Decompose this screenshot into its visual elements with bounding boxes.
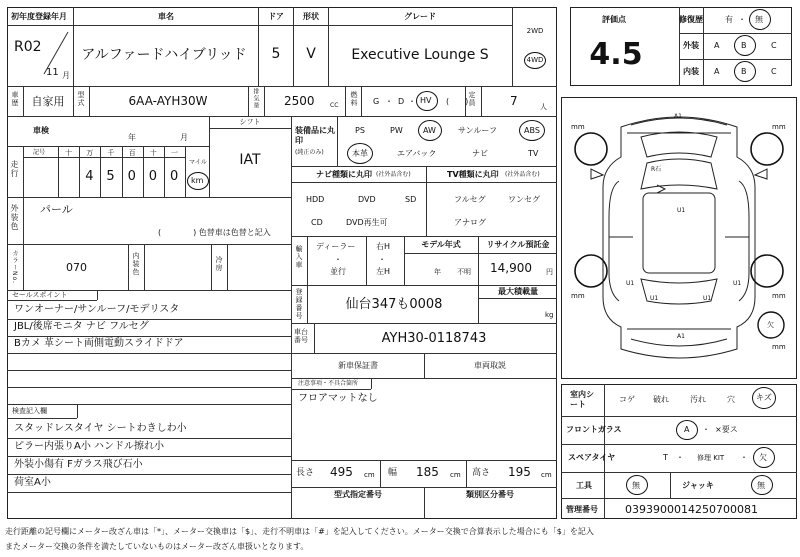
chassis-value: AYH30-0118743 (381, 331, 487, 346)
color-label: 外装色 (10, 204, 19, 231)
interior-a: A (714, 67, 720, 76)
recycle-label: リサイクル預託金 (486, 240, 550, 249)
import-right: 右H (376, 242, 391, 251)
diag-tag-roof: U1 (677, 207, 686, 214)
exterior-b: B (741, 41, 747, 50)
capacity-label: 定員 (468, 91, 476, 107)
usage-value: 自家用 (31, 95, 65, 108)
diag-tag-front: A1 (674, 113, 682, 120)
spare-kit: 修理 KIT (697, 454, 725, 462)
mileage-sign-label: 記号 (33, 149, 46, 156)
grade-value: Executive Lounge S (351, 47, 489, 63)
height-value: 195 (508, 465, 531, 479)
notes-label: 注意事項・不具合箇所 (298, 380, 359, 387)
equip-sunroof: サンルーフ (458, 126, 497, 135)
tv-fullseg: フルセグ (454, 195, 486, 204)
navi-label: ナビ種類に丸印 (316, 170, 372, 179)
width-unit: cm (450, 471, 461, 479)
colorno-label: カラーNo. (11, 250, 18, 284)
front-glass-x: ×要ス (715, 425, 738, 434)
navi-sub: (社外品含む) (376, 171, 411, 178)
cabin-scorch: コゲ (619, 395, 635, 404)
shift-label: シフト (239, 118, 261, 126)
spare-t: T (663, 453, 668, 462)
door-value: 5 (271, 46, 281, 62)
inspect-notes-label: 検査記入欄 (12, 407, 47, 415)
navi-sd: SD (405, 195, 417, 204)
import-parallel: 並行 (330, 267, 346, 276)
recycle-value: 14,900 (490, 261, 532, 275)
interior-color-label: 内装色 (132, 252, 140, 276)
inspect-line-2: ピラー内張りA小 ハンドル擦れ小 (14, 441, 165, 452)
warranty-manual: 車両取説 (474, 361, 506, 370)
front-glass-dot: ・ (702, 425, 710, 434)
footer-line-2: またメーター交換の条件を満たしていないものはメーター改ざん車扱いとなります。 (5, 542, 309, 551)
diag-mm-3: mm (571, 292, 585, 300)
interior-b: B (741, 67, 747, 76)
height-unit: cm (541, 471, 552, 479)
capacity-unit: 人 (540, 103, 547, 111)
score-label: 評価点 (602, 15, 626, 24)
mileage-unit: 万 (86, 149, 94, 157)
class-desig-label: 類別区分番号 (466, 490, 514, 499)
inspection-year: 年 (128, 133, 136, 142)
jack-label: ジャッキ (682, 481, 714, 490)
model-year-year: 年 (434, 268, 441, 276)
mileage-digit: 4 (85, 169, 94, 184)
cabin-scratch: キズ (756, 393, 772, 402)
sales-line-3: Bカメ 革シート両側電動スライドドア (14, 338, 184, 349)
diag-mm-2: mm (772, 123, 786, 131)
equipment-sub: (純正のみ) (295, 149, 324, 156)
notes-text: フロアマットなし (298, 393, 378, 404)
mileage-cell-divider (100, 146, 101, 197)
car-name-label: 車名 (158, 12, 174, 21)
model-year-unknown: 不明 (457, 268, 471, 276)
color-value: パール (40, 203, 73, 216)
repair-label: 修復歴 (679, 15, 703, 24)
spare-dot: ・ (676, 453, 684, 462)
diag-mm-5: mm (772, 343, 786, 351)
mileage-cell-divider (164, 146, 165, 197)
inspection-label: 車検 (33, 126, 49, 135)
sales-line-1: ワンオーナー/サンルーフ/モデリスタ (14, 304, 180, 315)
tv-label: TV種類に丸印 (447, 170, 499, 179)
mileage-unit: 十 (65, 149, 72, 157)
equip-aw: AW (423, 126, 436, 135)
fuel-dot2: ・ (408, 97, 416, 106)
front-glass-a: A (684, 425, 690, 434)
diag-tag-right: U1 (733, 280, 742, 287)
import-dot2: ・ (378, 255, 386, 264)
mileage-cell-divider (185, 146, 186, 197)
mileage-cell-divider (143, 146, 144, 197)
sales-label: セールスポイント (12, 291, 68, 299)
interior-label: 内装 (683, 67, 699, 76)
repair-dot: ・ (738, 15, 746, 24)
length-label: 長さ (296, 468, 315, 478)
mileage-cell-divider (122, 146, 123, 197)
fuel-g: G (373, 97, 380, 106)
navi-dvd-play: DVD再生可 (346, 218, 388, 227)
fuel-other: ( ) (446, 97, 469, 106)
exterior-c: C (771, 41, 777, 50)
score-value: 4.5 (589, 37, 643, 72)
color-note: ( ) 色替車は色替と記入 (158, 228, 271, 237)
equip-leather: 本革 (352, 149, 368, 158)
interior-c: C (771, 67, 777, 76)
tools-label: 工具 (576, 481, 592, 490)
length-value: 495 (330, 465, 353, 479)
inspect-line-1: スタッドレスタイヤ シートわきしわ小 (14, 423, 187, 434)
mileage-unit: 千 (107, 149, 115, 157)
mileage-label: 走行 (10, 160, 19, 178)
type-desig-label: 型式指定番号 (334, 490, 382, 499)
capacity-value: 7 (510, 94, 518, 108)
fuel-hv: HV (420, 96, 432, 105)
control-label: 管理番号 (566, 505, 598, 514)
width-label: 幅 (388, 468, 398, 478)
equipment-label: 装備品に丸印 (295, 126, 335, 146)
navi-hdd: HDD (306, 195, 325, 204)
equip-tv: TV (528, 149, 539, 158)
diag-missing: 欠 (767, 321, 774, 329)
spare-dot2: ・ (740, 453, 748, 462)
diag-mm-4: mm (772, 292, 786, 300)
mileage-unit: 一 (171, 149, 178, 157)
inspect-line-3: 外装小傷有 Fガラス飛び石小 (14, 459, 143, 470)
repair-yes: 有 (725, 15, 733, 24)
exterior-a: A (714, 41, 720, 50)
tv-sub: (社外品含む) (505, 171, 540, 178)
reg-month: 11 (46, 67, 59, 78)
shape-label: 形状 (303, 12, 319, 21)
recycle-yen: 円 (546, 268, 553, 276)
equip-abs: ABS (524, 126, 540, 135)
disp-value: 2500 (284, 94, 315, 108)
cabin-dirt: 汚れ (690, 395, 706, 404)
sales-line-2: JBL/後席モニタ ナビ フルセグ (14, 321, 149, 332)
import-label: 輸入車 (295, 245, 303, 269)
month-unit: 月 (62, 71, 70, 80)
plate-value: 仙台347も0008 (345, 297, 443, 312)
inspect-line-4: 荷室A小 (14, 477, 51, 488)
cabin-tear: 破れ (653, 395, 669, 404)
repair-no: 無 (755, 15, 763, 24)
ac-label: 冷房 (215, 256, 223, 272)
reg-era: R02 (14, 39, 42, 55)
diag-roof-mark: R石 (651, 166, 662, 173)
mileage-digit: 0 (170, 169, 179, 184)
drive-2wd: 2WD (526, 27, 544, 35)
length-unit: cm (364, 471, 375, 479)
car-name: アルファードハイブリッド (81, 47, 247, 63)
mileage-cell-divider (58, 146, 59, 197)
drive-4wd: 4WD (526, 56, 544, 64)
chassis-label: 車台番号 (294, 328, 308, 345)
import-left: 左H (376, 267, 391, 276)
equip-ps: PS (355, 126, 365, 135)
mileage-digit: 5 (106, 169, 115, 184)
mileage-km: km (191, 176, 204, 185)
tv-analog: アナログ (454, 218, 486, 227)
spare-label: スペアタイヤ (568, 453, 616, 462)
cabin-hole: 穴 (727, 395, 735, 404)
max-load-kg: kg (545, 311, 554, 319)
spare-missing: 欠 (759, 453, 767, 462)
diag-tag-left: U1 (626, 280, 635, 287)
jack-value: 無 (757, 481, 765, 490)
equip-navi: ナビ (472, 149, 488, 158)
fuel-d: D (398, 97, 405, 106)
diag-tag-rear: A1 (677, 333, 685, 340)
navi-cd: CD (311, 218, 323, 227)
disp-label: 排気量 (252, 88, 259, 109)
diag-tag-rear-left: U1 (650, 295, 659, 302)
warranty-new: 新車保証書 (338, 361, 378, 370)
door-label: ドア (268, 12, 284, 21)
exterior-label: 外装 (683, 41, 699, 50)
plate-label: 登録番号 (295, 288, 303, 320)
control-value: 0393900014250700081 (625, 503, 758, 516)
tools-value: 無 (632, 481, 640, 490)
height-label: 高さ (472, 468, 491, 478)
mileage-digit: 0 (148, 169, 158, 184)
footer-line-1: 走行距離の記号欄にメーター改ざん車は「*」、メーター交換車は「$」、走行不明車は「#」を記入してください。メーター交換で合算表示した場合にも「$」を記入 (5, 527, 594, 536)
colorno-value: 070 (66, 261, 87, 274)
model-label: 型式 (77, 91, 85, 107)
inspection-month: 月 (180, 133, 188, 142)
disp-unit: CC (330, 102, 339, 109)
fuel-dot1: ・ (385, 97, 393, 106)
cabin-label: 室内シート (570, 390, 594, 410)
fuel-label: 燃料 (350, 91, 358, 107)
model-year-label: モデル年式 (421, 240, 461, 249)
mileage-digit: 0 (127, 169, 136, 184)
model-value: 6AA-AYH30W (128, 94, 208, 108)
mileage-unit: 十 (149, 149, 157, 157)
navi-dvd: DVD (358, 195, 376, 204)
tv-oneseg: ワンセグ (508, 195, 540, 204)
diag-mm-1: mm (571, 123, 585, 131)
mileage-unit: 百 (128, 149, 136, 157)
usage-label: 車歴 (11, 91, 19, 107)
equip-pw: PW (390, 126, 403, 135)
mileage-mile: マイル (189, 159, 207, 166)
width-value: 185 (416, 465, 439, 479)
grade-label: グレード (404, 12, 436, 21)
diag-tag-rear-right: U1 (703, 295, 712, 302)
front-glass-label: フロントガラス (566, 425, 622, 434)
reg-label: 初年度登録年月 (11, 12, 67, 21)
mileage-cell-divider (79, 146, 80, 197)
shift-value: IAT (239, 152, 261, 168)
max-load-label: 最大積載量 (498, 287, 538, 296)
import-dot: ・ (334, 255, 342, 264)
import-dealer: ディーラー (316, 242, 356, 251)
equip-airbag: エアバック (397, 149, 437, 158)
shape-value: V (306, 46, 316, 62)
